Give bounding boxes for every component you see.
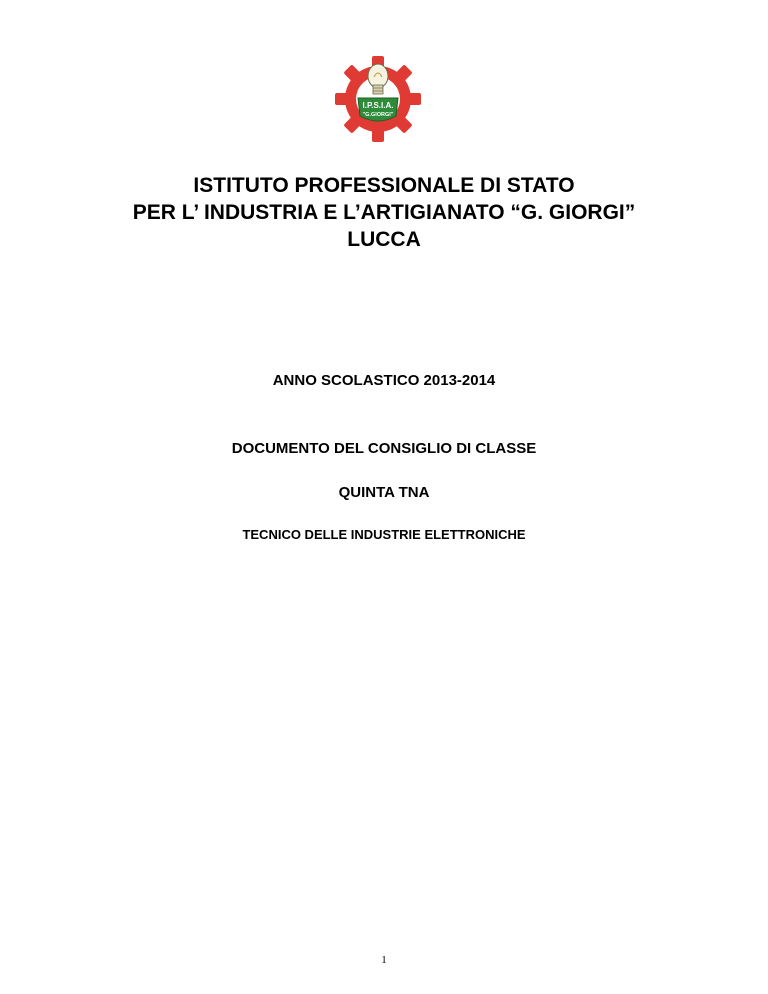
logo-text-line2: "G.GIORGI": [362, 112, 394, 118]
title-line-2: PER L’ INDUSTRIA E L’ARTIGIANATO “G. GIORGI”: [132, 201, 636, 224]
specialization: TECNICO DELLE INDUSTRIE ELETTRONICHE: [242, 527, 526, 542]
page-number: 1: [381, 954, 387, 966]
logo-text-line1: I.P.S.I.A.: [362, 101, 394, 110]
institute-title: [0, 172, 768, 253]
title-line-1: ISTITUTO PROFESSIONALE DI STATO: [193, 174, 575, 197]
school-gear-lightbulb-logo-icon: [333, 52, 423, 142]
document-title: DOCUMENTO DEL CONSIGLIO DI CLASSE: [231, 440, 537, 457]
school-year: ANNO SCOLASTICO 2013-2014: [272, 372, 496, 389]
title-line-3: LUCCA: [347, 228, 421, 251]
class-name: QUINTA TNA: [338, 484, 430, 501]
school-logo: [333, 52, 423, 142]
